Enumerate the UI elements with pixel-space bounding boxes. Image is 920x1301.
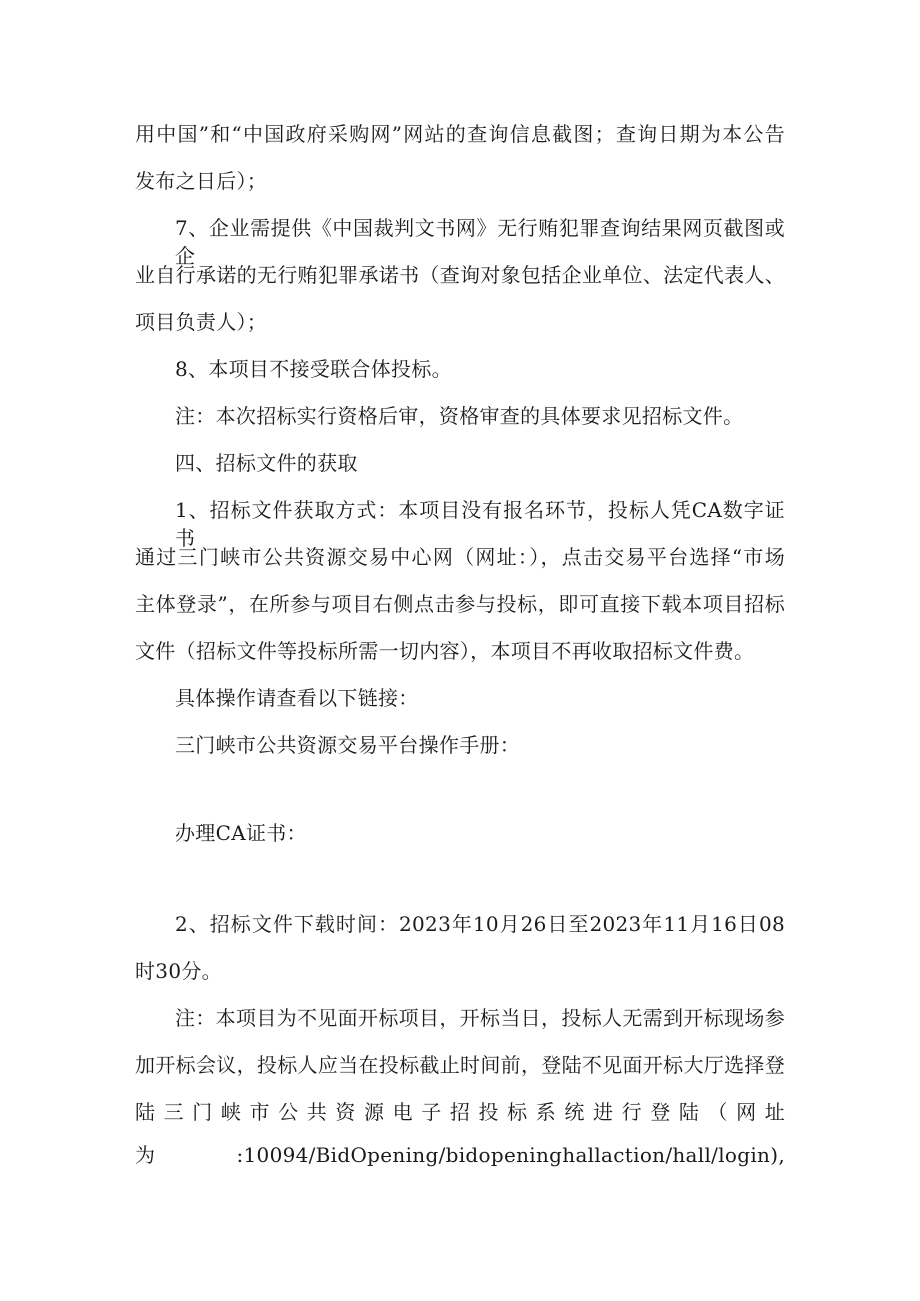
text-line: 为:10094/BidOpening/bidopeninghallaction/hall/login), — [135, 1143, 785, 1167]
text-line: 1、招标文件获取方式：本项目没有报名环节，投标人凭CA数字证书 — [175, 498, 785, 550]
text-line: 业自行承诺的无行贿犯罪承诺书（查询对象包括企业单位、法定代表人、 — [135, 263, 785, 287]
text-line: 通过三门峡市公共资源交易中心网（网址：），点击交易平台选择“市场 — [135, 545, 785, 569]
text-line: 2、招标文件下载时间：2023年10月26日至2023年11月16日08 — [175, 912, 785, 936]
text-line: 陆三门峡市公共资源电子招投标系统进行登陆（网址 — [135, 1100, 785, 1124]
text-line: 具体操作请查看以下链接： — [175, 686, 419, 710]
text-line: 8、本项目不接受联合体投标。 — [175, 357, 452, 381]
text-line: 办理CA证书： — [175, 821, 307, 845]
text-line: 主体登录”，在所参与项目右侧点击参与投标，即可直接下载本项目招标 — [135, 592, 785, 616]
text-line: 发布之日后）； — [135, 169, 268, 193]
section-heading: 四、招标文件的获取 — [175, 451, 358, 475]
text-line: 三门峡市公共资源交易平台操作手册： — [175, 733, 521, 757]
text-line: 7、企业需提供《中国裁判文书网》无行贿犯罪查询结果网页截图或企 — [175, 216, 785, 268]
text-line: 时30分。 — [135, 959, 222, 983]
text-line: 文件（招标文件等投标所需一切内容），本项目不再收取招标文件费。 — [135, 639, 755, 663]
text-line: 项目负责人）； — [135, 310, 268, 334]
text-line: 注：本次招标实行资格后审，资格审查的具体要求见招标文件。 — [175, 404, 744, 428]
text-line: 用中国”和“中国政府采购网”网站的查询信息截图；查询日期为本公告 — [135, 122, 785, 146]
text-line: 注：本项目为不见面开标项目，开标当日，投标人无需到开标现场参 — [175, 1006, 785, 1030]
text-line: 加开标会议，投标人应当在投标截止时间前，登陆不见面开标大厅选择登 — [135, 1053, 785, 1077]
